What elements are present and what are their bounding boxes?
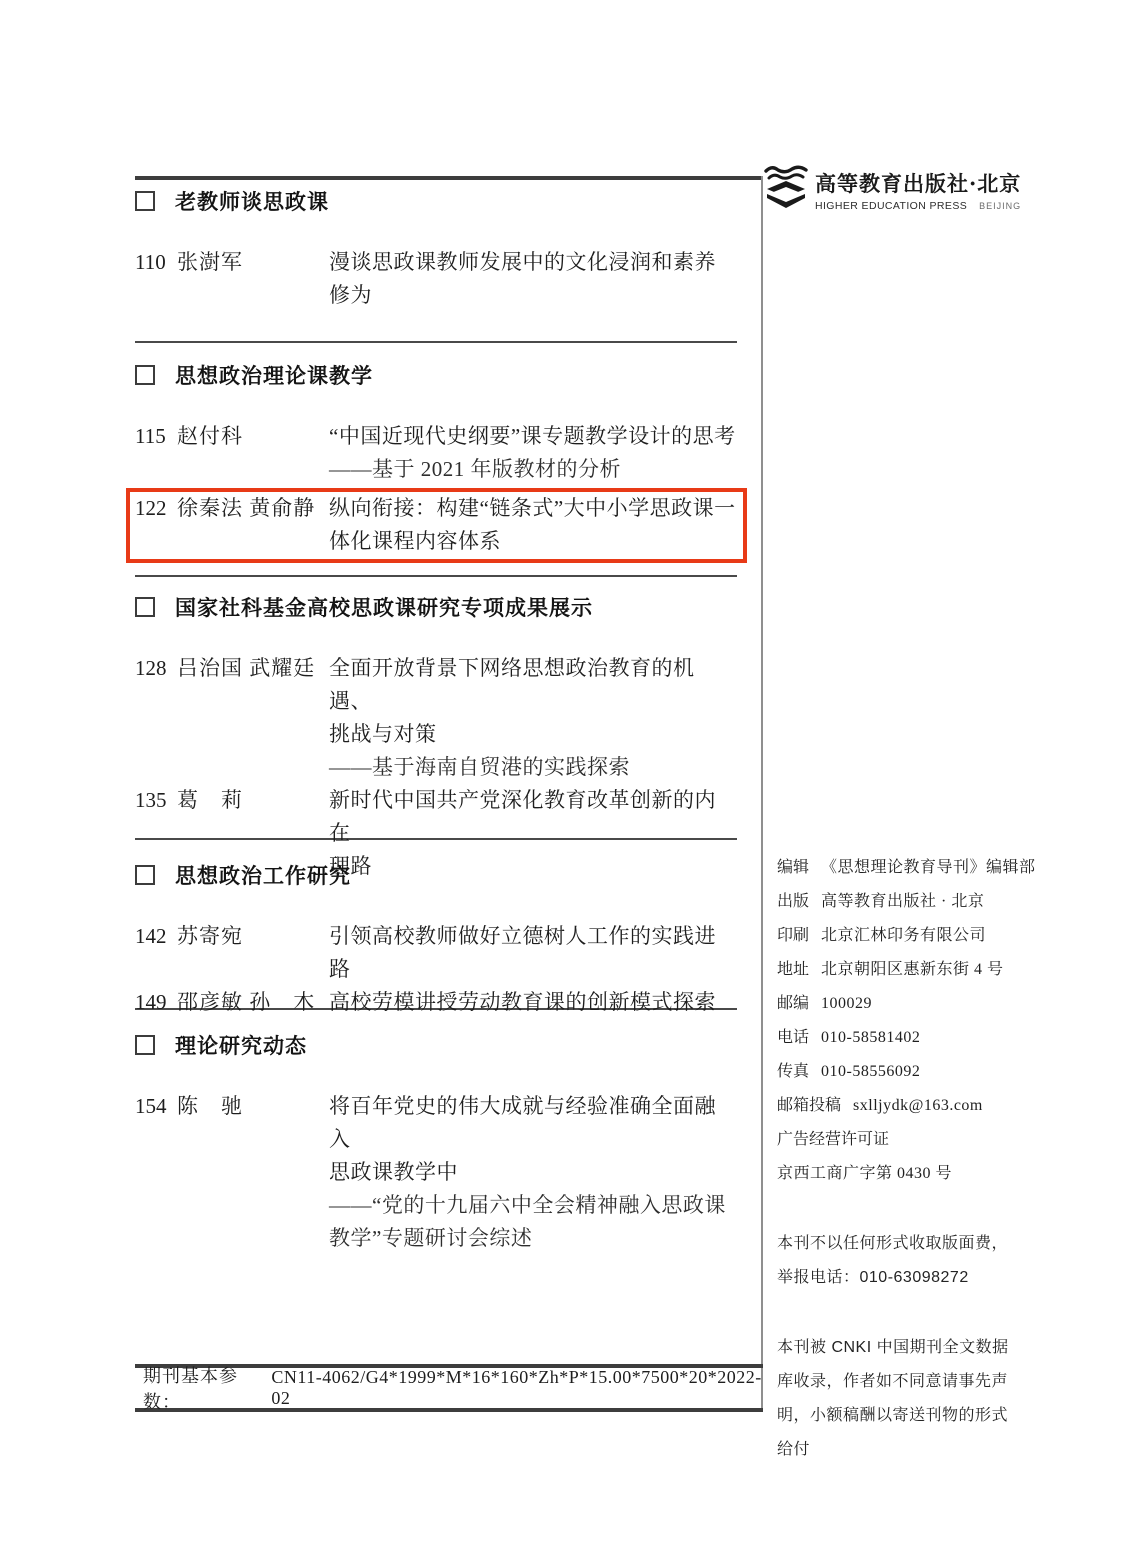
entry-title-line: 修为	[329, 283, 372, 307]
section-checkbox-icon	[135, 191, 155, 211]
imprint-label: 传真	[777, 1063, 810, 1080]
entry-page-number: 149	[135, 990, 167, 1014]
entry-title	[329, 1090, 737, 1255]
imprint-value: 北京朝阳区惠新东街 4 号	[821, 961, 1004, 978]
imprint-value: 北京汇林印务有限公司	[821, 927, 987, 944]
books-stack-icon	[763, 164, 809, 214]
entry-subtitle-line: ——基于海南自贸港的实践探索	[329, 755, 630, 779]
sidebar-note: 本刊不以任何形式收取版面费，举报电话：010-63098272	[777, 1235, 1009, 1286]
entry-authors: 陈 驰	[177, 1094, 243, 1118]
section-heading	[135, 186, 737, 216]
toc-entry	[135, 652, 737, 784]
imprint-label: 出版	[777, 893, 810, 910]
section-checkbox-icon	[135, 365, 155, 385]
entry-title	[329, 420, 737, 486]
entry-title-line: 理路	[329, 854, 372, 878]
toc-entry	[135, 420, 737, 486]
toc-entry-highlighted	[126, 488, 747, 563]
entry-title-line: 漫谈思政课教师发展中的文化浸润和素养	[329, 250, 716, 274]
entry-title-line: 体化课程内容体系	[329, 529, 501, 553]
toc-entry	[135, 920, 737, 986]
vertical-divider	[761, 176, 763, 1412]
entry-subtitle-line: 教学”专题研讨会综述	[329, 1226, 533, 1250]
publisher-name-cn: 高等教育出版社·北京	[815, 171, 1022, 196]
entry-page-number: 122	[135, 496, 167, 520]
sidebar-note: 本刊被 CNKI 中国期刊全文数据库收录，作者如不同意请事先声明，小额稿酬以寄送刊物的形式给付	[777, 1339, 1009, 1458]
imprint-label: 电话	[777, 1029, 810, 1046]
entry-title-line: 引领高校教师做好立德树人工作的实践进路	[329, 924, 716, 981]
imprint-value: 010-58581402	[821, 1029, 921, 1046]
imprint-row	[777, 1089, 1017, 1123]
imprint-value: 010-58556092	[821, 1063, 921, 1080]
publisher-logo	[763, 164, 1022, 214]
imprint-row	[777, 851, 1036, 885]
entry-page-number: 142	[135, 924, 167, 948]
entry-title-line: 纵向衔接：构建“链条式”大中小学思政课一	[329, 496, 736, 520]
entry-page-number: 128	[135, 656, 167, 680]
entry-title-line: 将百年党史的伟大成就与经验准确全面融入	[329, 1094, 716, 1151]
publisher-city-en: BEIJING	[979, 201, 1022, 211]
toc-section	[135, 186, 737, 312]
toc-section	[135, 1030, 737, 1255]
entry-authors: 葛 莉	[177, 788, 243, 812]
entry-subtitle-line: ——“党的十九届六中全会精神融入思政课	[329, 1193, 726, 1217]
section-title: 思想政治理论课教学	[175, 365, 373, 388]
toc-entry	[135, 246, 737, 312]
toc-section	[135, 860, 737, 1019]
imprint-label: 邮编	[777, 995, 810, 1012]
entry-title	[329, 492, 737, 558]
entry-authors: 邵彦敏 孙 木	[177, 990, 316, 1014]
entry-authors: 张澍军	[177, 250, 243, 274]
publisher-name-en: HIGHER EDUCATION PRESS	[815, 200, 968, 212]
imprint-label: 编辑	[777, 859, 810, 876]
entry-title	[329, 986, 737, 1019]
imprint-label: 邮箱投稿	[777, 1097, 842, 1114]
imprint-row	[777, 1021, 1017, 1055]
journal-params-value: CN11-4062/G4*1999*M*16*160*Zh*P*15.00*7500*20*2022-02	[271, 1367, 762, 1408]
imprint-row	[777, 919, 1017, 953]
imprint-value: 京西工商广字第 0430 号	[777, 1165, 953, 1182]
imprint-row	[777, 1055, 1017, 1089]
section-heading	[135, 1030, 737, 1060]
imprint-row	[777, 885, 1017, 919]
imprint-value: 《思想理论教育导刊》编辑部	[821, 859, 1036, 876]
entry-page-number: 115	[135, 424, 166, 448]
journal-params-box	[135, 1364, 763, 1412]
entry-title-line: 全面开放背景下网络思想政治教育的机遇、	[329, 656, 695, 713]
section-title: 思想政治工作研究	[175, 865, 351, 888]
entry-title	[329, 920, 737, 986]
toc-entry	[135, 986, 737, 1019]
toc-section	[135, 360, 737, 565]
imprint-row	[777, 953, 1017, 987]
section-divider	[135, 575, 737, 577]
section-checkbox-icon	[135, 865, 155, 885]
imprint-row	[777, 1123, 1017, 1157]
entry-page-number: 135	[135, 788, 167, 812]
section-title: 国家社科基金高校思政课研究专项成果展示	[175, 597, 593, 620]
imprint-label: 广告经营许可证	[777, 1131, 890, 1148]
section-heading	[135, 860, 737, 890]
entry-title-line: 挑战与对策	[329, 722, 437, 746]
imprint-label: 地址	[777, 961, 810, 978]
entry-authors: 赵付科	[177, 424, 243, 448]
entry-title-line: 思政课教学中	[329, 1160, 458, 1184]
entry-page-number: 154	[135, 1094, 167, 1118]
toc-entry	[135, 1090, 737, 1255]
entry-title	[329, 246, 737, 312]
section-divider	[135, 341, 737, 343]
imprint-row	[777, 1157, 1017, 1191]
imprint-label: 印刷	[777, 927, 810, 944]
imprint-value: 高等教育出版社 · 北京	[821, 893, 985, 910]
top-rule	[135, 176, 763, 180]
entry-title	[329, 652, 737, 784]
entry-subtitle-line: ——基于 2021 年版教材的分析	[329, 457, 621, 481]
section-heading	[135, 360, 737, 390]
entry-title-line: 新时代中国共产党深化教育改革创新的内在	[329, 788, 716, 845]
imprint-row	[777, 987, 1017, 1021]
toc-section	[135, 592, 737, 883]
entry-page-number: 110	[135, 250, 166, 274]
section-checkbox-icon	[135, 1035, 155, 1055]
entry-title-line: “中国近现代史纲要”课专题教学设计的思考	[329, 424, 736, 448]
section-title: 老教师谈思政课	[175, 191, 329, 214]
entry-title-line: 高校劳模讲授劳动教育课的创新模式探索	[329, 990, 716, 1014]
section-title: 理论研究动态	[175, 1035, 307, 1058]
journal-params-label: 期刊基本参数：	[143, 1366, 238, 1412]
entry-authors: 徐秦法 黄俞静	[177, 496, 316, 520]
section-checkbox-icon	[135, 597, 155, 617]
section-heading	[135, 592, 737, 622]
imprint-value: sxlljydk@163.com	[853, 1097, 983, 1114]
entry-authors: 吕治国 武耀廷	[177, 656, 316, 680]
publisher-logo-text	[815, 164, 1021, 212]
imprint-sidebar	[777, 851, 1036, 1467]
entry-authors: 苏寄宛	[177, 924, 243, 948]
imprint-value: 100029	[821, 995, 873, 1012]
